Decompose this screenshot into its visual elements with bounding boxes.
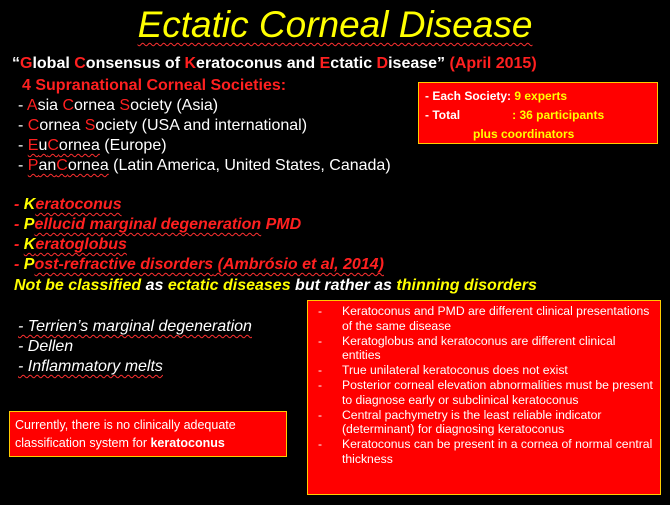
finding-item: - Keratoglobus and keratoconus are different clinical entities <box>314 334 654 364</box>
condition-item: - Pellucid marginal degeneration PMD <box>14 216 302 233</box>
finding-item: - Keratoconus and PMD are different clinical presentations of the same disease <box>314 304 654 334</box>
other-condition-item: - Inflammatory melts <box>18 358 163 375</box>
slide-title: Ectatic Corneal Disease <box>137 4 533 45</box>
society-item: - Cornea Society (USA and international) <box>18 117 308 134</box>
other-condition-item: - Terrien’s marginal degeneration <box>18 318 252 335</box>
society-item: - EuCornea (Europe) <box>18 137 167 154</box>
consensus-date: (April 2015) <box>449 55 537 72</box>
society-item: - PanCornea (Latin America, United States, Canada) <box>18 157 391 174</box>
participants-box: - Each Society: 9 experts - Total : 36 participants plus coordinators <box>418 82 658 144</box>
finding-item: - Central pachymetry is the least reliable indicator (determinant) for diagnosing keratoconus <box>314 408 654 438</box>
condition-item: - Keratoglobus <box>14 236 127 253</box>
condition-item: - Post-refractive disorders (Ambrósio et al, 2014) <box>14 256 384 273</box>
societies-heading: 4 Supranational Corneal Societies: <box>22 77 287 94</box>
society-item: - Asia Cornea Society (Asia) <box>18 97 219 114</box>
classification-note-box: Currently, there is no clinically adequate classification system for keratoconus <box>9 411 287 457</box>
other-condition-item: - Dellen <box>18 338 74 355</box>
consensus-heading: “Global Consensus of Keratoconus and Ectatic Disease” (April 2015) <box>12 55 537 72</box>
not-classified-statement: Not be classified as ectatic diseases but rather as thinning disorders <box>14 277 537 294</box>
condition-item: - Keratoconus <box>14 196 122 213</box>
findings-box <box>307 300 661 495</box>
finding-item: - Posterior corneal elevation abnormalities must be present to diagnose early or subclinical keratoconus <box>314 378 654 408</box>
finding-item: - Keratoconus can be present in a cornea of normal central thickness <box>314 437 654 467</box>
finding-item: - True unilateral keratoconus does not exist <box>314 363 654 378</box>
